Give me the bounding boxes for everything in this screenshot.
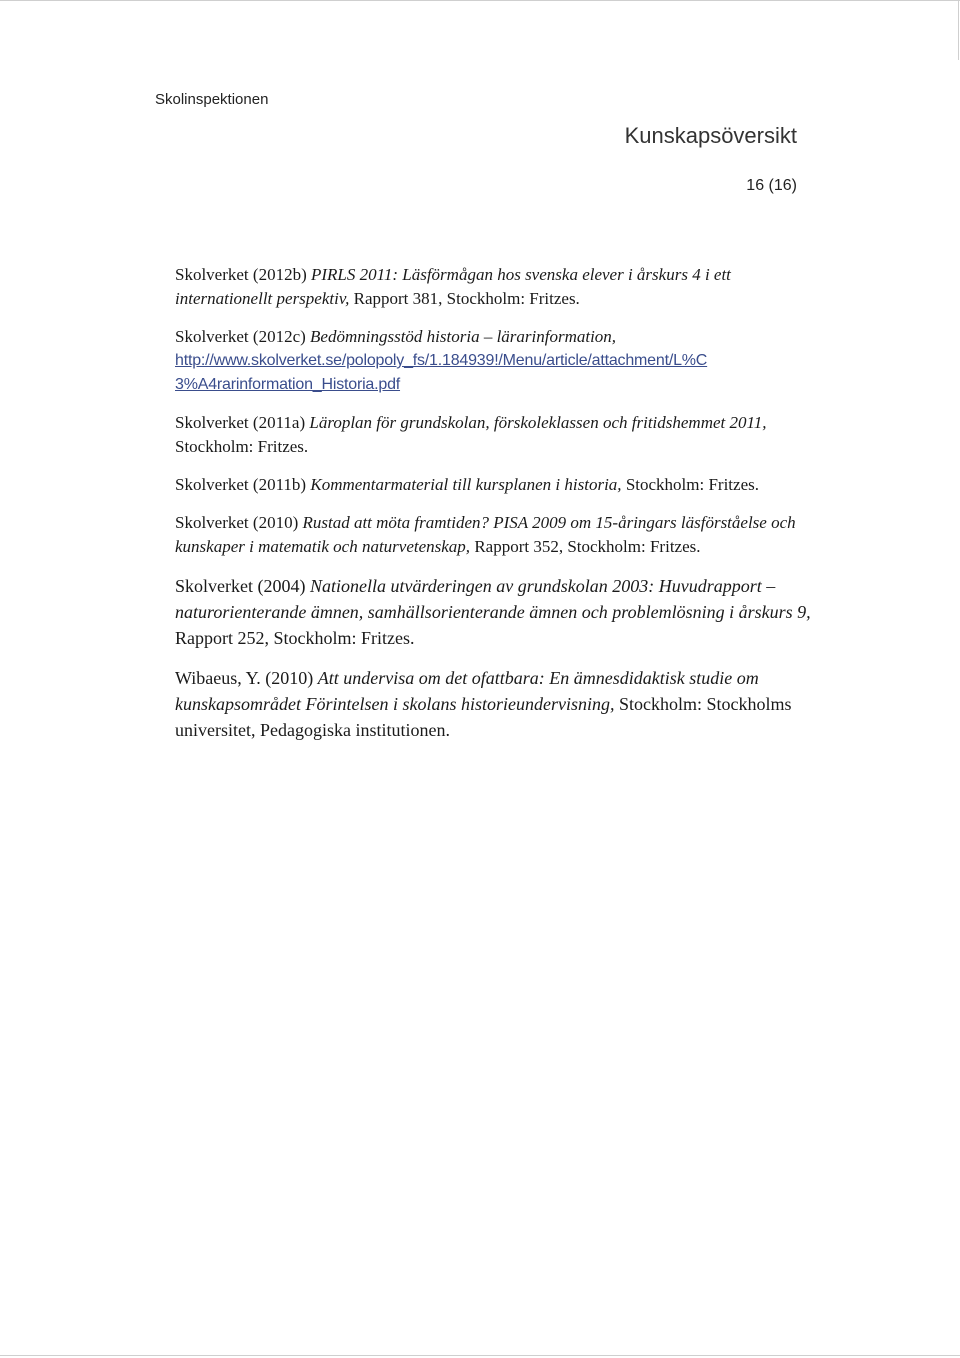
reference-author: Skolverket (2011a)	[175, 413, 310, 432]
reference-author: Skolverket (2011b)	[175, 475, 311, 494]
reference-item	[175, 511, 815, 559]
reference-title: Att undervisa om det ofattbara: En ämnesdidaktisk studie om kunskapsområdet Förintelsen i skolans historieundervisning,	[175, 668, 759, 714]
reference-author: Skolverket (2012b)	[175, 265, 311, 284]
reference-item	[175, 473, 815, 497]
scan-artifact	[0, 0, 960, 1]
reference-author: Skolverket (2004)	[175, 576, 310, 596]
reference-item	[175, 665, 815, 743]
scan-artifact	[0, 1355, 960, 1356]
scan-artifact	[958, 0, 959, 60]
reference-author: Wibaeus, Y. (2010)	[175, 668, 318, 688]
reference-item	[175, 573, 815, 651]
reference-publisher: Rapport 352, Stockholm: Fritzes.	[470, 537, 701, 556]
reference-list	[175, 263, 815, 757]
reference-author: Skolverket (2010)	[175, 513, 303, 532]
reference-link-continued[interactable]: 3%A4rarinformation_Historia.pdf	[175, 376, 401, 393]
reference-title: Nationella utvärderingen av grundskolan 2003: Huvudrapport – naturorienterande ämnen, samhällsorienterande ämnen och problemlösning i årskurs 9,	[175, 576, 811, 622]
reference-link[interactable]: http://www.skolverket.se/polopoly_fs/1.184939!/Menu/article/attachment/L%C	[175, 352, 708, 369]
reference-publisher: Rapport 381, Stockholm: Fritzes.	[349, 289, 580, 308]
organization-name: Skolinspektionen	[155, 91, 269, 108]
reference-title: Läroplan för grundskolan, förskoleklassen och fritidshemmet 2011,	[309, 413, 767, 432]
reference-title: Bedömningsstöd historia – lärarinformation,	[310, 327, 617, 346]
reference-item	[175, 411, 815, 459]
reference-title: PIRLS 2011: Läsförmågan hos svenska elever i årskurs 4 i ett internationellt perspektiv,	[175, 265, 731, 308]
reference-publisher: Rapport 252, Stockholm: Fritzes.	[175, 628, 415, 648]
reference-publisher: Stockholm: Fritzes.	[621, 475, 759, 494]
reference-publisher: Stockholm: Fritzes.	[175, 437, 309, 456]
reference-item	[175, 263, 815, 311]
reference-item	[175, 325, 815, 397]
reference-title: Kommentarmaterial till kursplanen i historia,	[310, 475, 622, 494]
page-number: 16 (16)	[746, 177, 797, 194]
reference-publisher: Stockholm: Stockholms universitet, Pedagogiska institutionen.	[175, 694, 792, 740]
reference-author: Skolverket (2012c)	[175, 327, 311, 346]
reference-title: Rustad att möta framtiden? PISA 2009 om 15-åringars läsförståelse och kunskaper i matematik och naturvetenskap,	[175, 513, 796, 556]
document-title: Kunskapsöversikt	[624, 123, 797, 148]
